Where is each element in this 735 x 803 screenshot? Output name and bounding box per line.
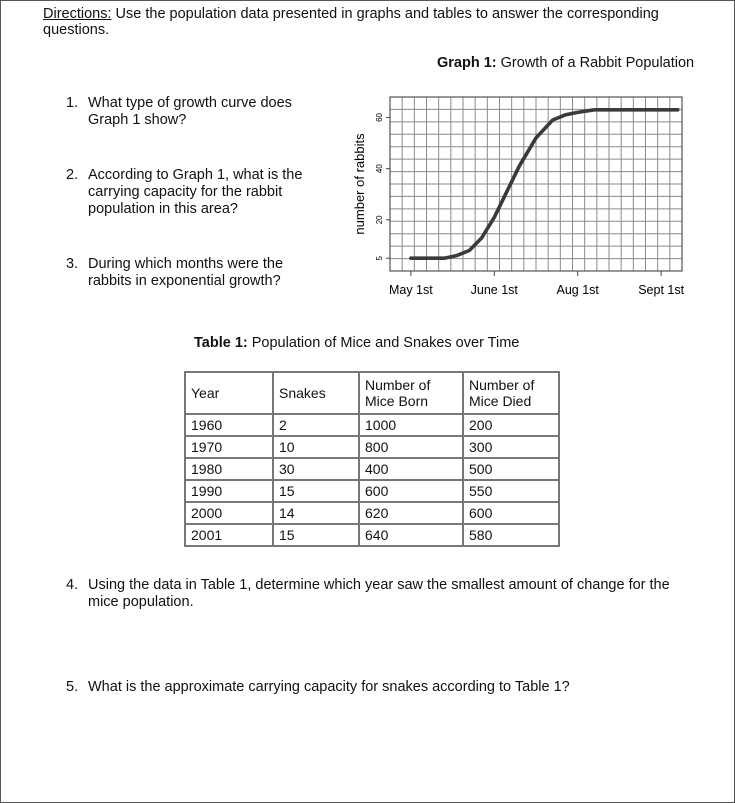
question-number: 3. — [66, 256, 79, 272]
question-text: What is the approximate carrying capacity for snakes according to Table 1? — [88, 679, 570, 695]
x-tick-label: Sept 1st — [638, 283, 685, 297]
graph-title — [437, 55, 694, 71]
cell-year: 2001 — [185, 524, 273, 546]
question-number: 1. — [66, 95, 79, 111]
table-row — [185, 480, 559, 502]
header-mice-died: Number of Mice Died — [463, 372, 559, 414]
question-text: What type of growth curve does Graph 1 show? — [88, 95, 292, 128]
cell-mice-born: 620 — [359, 502, 463, 524]
x-tick-label: Aug 1st — [556, 283, 599, 297]
cell-year: 1970 — [185, 436, 273, 458]
table-row — [185, 436, 559, 458]
cell-snakes: 2 — [273, 414, 359, 436]
cell-mice-died: 200 — [463, 414, 559, 436]
y-tick-label: 40 — [375, 164, 385, 174]
table-title — [194, 335, 519, 351]
cell-mice-died: 600 — [463, 502, 559, 524]
table-row — [185, 414, 559, 436]
graph-title-rest: Growth of a Rabbit Population — [500, 55, 695, 71]
cell-year: 1990 — [185, 480, 273, 502]
cell-snakes: 10 — [273, 436, 359, 458]
cell-mice-died: 580 — [463, 524, 559, 546]
cell-snakes: 15 — [273, 480, 359, 502]
question-text: During which months were the rabbits in exponential growth? — [88, 256, 284, 289]
header-year: Year — [185, 372, 273, 414]
cell-year: 1960 — [185, 414, 273, 436]
rabbit-growth-chart — [340, 88, 700, 306]
header-snakes: Snakes — [273, 372, 359, 414]
cell-snakes: 14 — [273, 502, 359, 524]
question-number: 5. — [66, 679, 79, 695]
cell-mice-born: 640 — [359, 524, 463, 546]
directions — [43, 6, 683, 38]
question-number: 4. — [66, 577, 79, 593]
y-tick-label: 20 — [375, 215, 385, 225]
directions-text: Use the population data presented in graphs and tables to answer the corresponding questions. — [43, 6, 659, 38]
table-title-bold: Table 1: — [194, 335, 248, 351]
table-row — [185, 502, 559, 524]
graph-title-bold: Graph 1: — [437, 55, 497, 71]
y-tick-label: 60 — [375, 113, 385, 122]
mice-snakes-table — [184, 371, 560, 547]
question-text: Using the data in Table 1, determine which year saw the smallest amount of change for the mice population. — [88, 577, 670, 610]
cell-mice-born: 600 — [359, 480, 463, 502]
cell-year: 1980 — [185, 458, 273, 480]
table-row — [185, 524, 559, 546]
x-tick-label: May 1st — [388, 283, 433, 297]
y-axis-label: number of rabbits — [352, 133, 367, 235]
question-text: According to Graph 1, what is the carrying capacity for the rabbit population in this area? — [88, 167, 303, 217]
cell-mice-died: 300 — [463, 436, 559, 458]
question-number: 2. — [66, 167, 79, 183]
cell-mice-died: 550 — [463, 480, 559, 502]
table-row — [185, 458, 559, 480]
directions-label: Directions: — [43, 6, 112, 22]
y-tick-label: 5 — [375, 255, 385, 261]
cell-mice-born: 1000 — [359, 414, 463, 436]
table-title-rest: Population of Mice and Snakes over Time — [251, 335, 520, 351]
cell-snakes: 15 — [273, 524, 359, 546]
cell-mice-died: 500 — [463, 458, 559, 480]
x-tick-label: June 1st — [470, 283, 518, 297]
cell-mice-born: 400 — [359, 458, 463, 480]
cell-mice-born: 800 — [359, 436, 463, 458]
cell-year: 2000 — [185, 502, 273, 524]
cell-snakes: 30 — [273, 458, 359, 480]
table-header-row — [185, 372, 559, 414]
header-mice-born: Number of Mice Born — [359, 372, 463, 414]
